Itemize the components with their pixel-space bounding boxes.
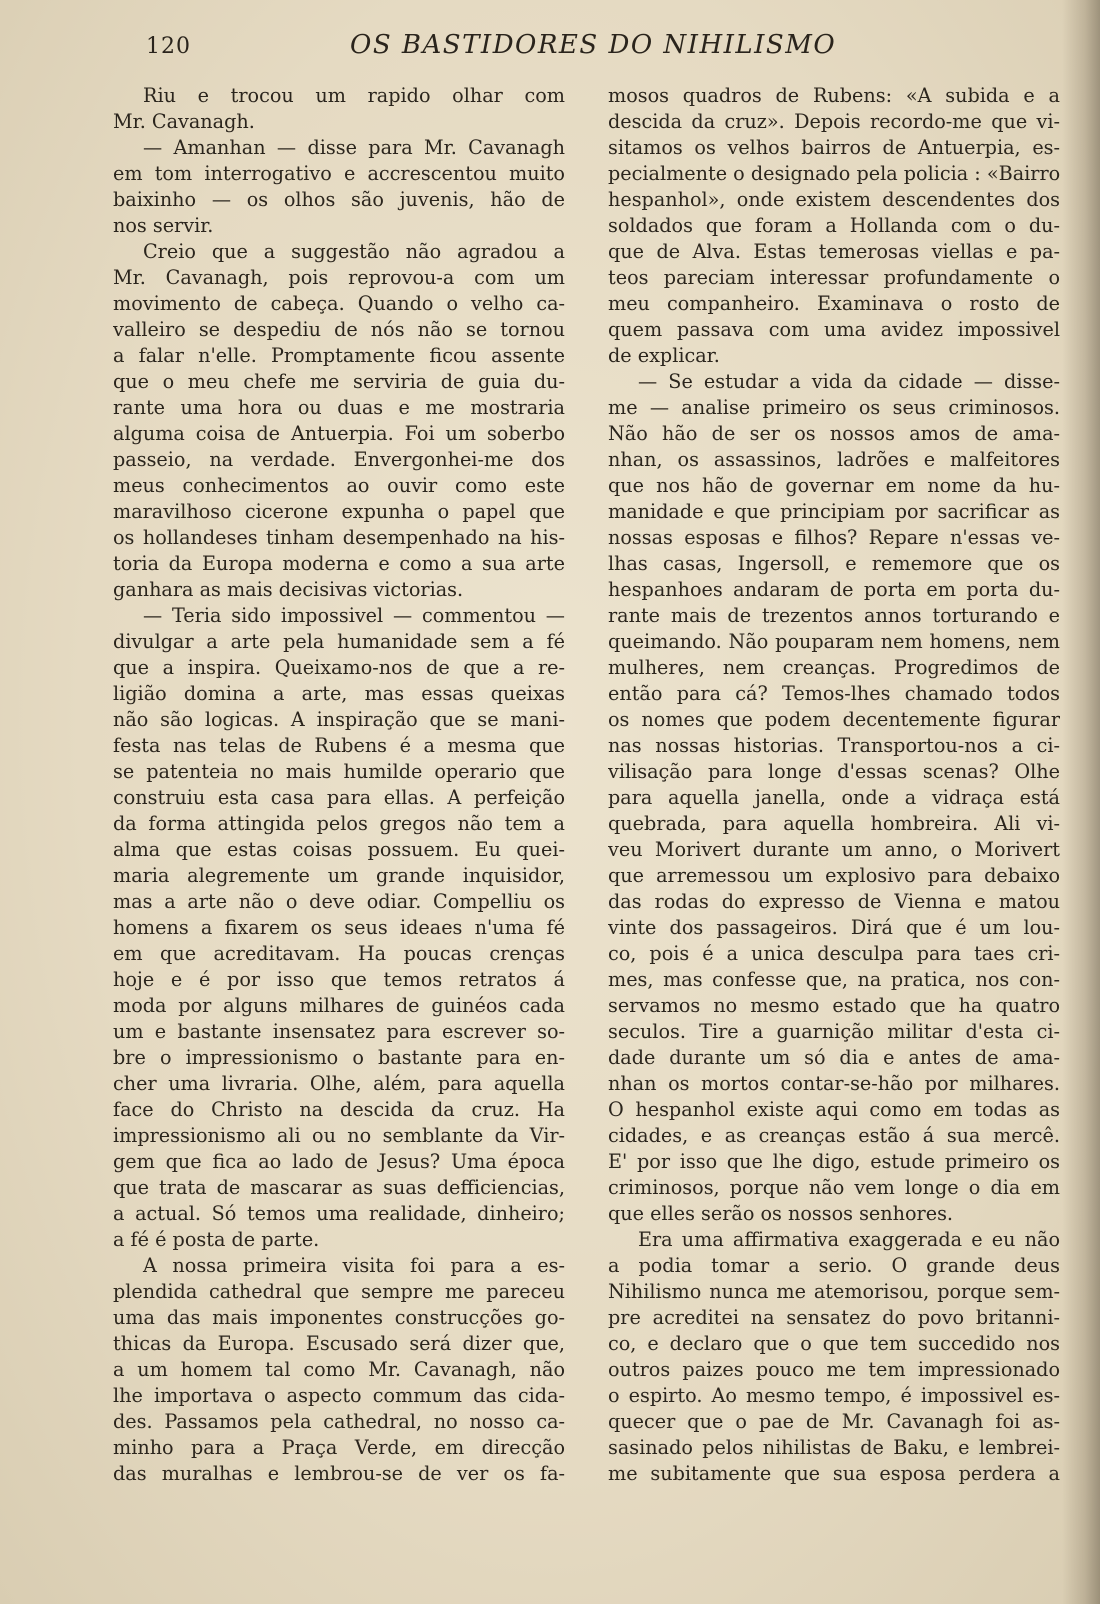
text-line: quem passava com uma avidez impossivel xyxy=(608,318,1060,341)
text-line: alguma coisa de Antuerpia. Foi um soberbo xyxy=(113,422,565,445)
right-text-column xyxy=(608,83,1060,1487)
text-line: criminosos, porque não vem longe o dia em xyxy=(608,1176,1060,1199)
text-line: teos pareciam interessar profundamente o xyxy=(608,266,1060,289)
text-line: servamos no mesmo estado que ha quatro xyxy=(608,994,1060,1017)
text-line: O hespanhol existe aqui como em todas as xyxy=(608,1098,1060,1121)
text-line: nhan os mortos contar-se-hão por milhares. xyxy=(608,1072,1060,1095)
text-line: Mr. Cavanagh. xyxy=(113,110,255,133)
text-line: queimando. Não pouparam nem homens, nem xyxy=(608,630,1060,653)
left-text-column xyxy=(113,83,565,1487)
text-line: homens a fixarem os seus ideaes n'uma fé xyxy=(113,916,565,939)
text-line: Nihilismo nunca me atemorisou, porque sem- xyxy=(608,1280,1060,1303)
text-line: para aquella janella, onde a vidraça está xyxy=(608,786,1060,809)
text-line: vinte dos passageiros. Dirá que é um lou- xyxy=(608,916,1060,939)
text-line: que de Alva. Estas temerosas viellas e pa- xyxy=(608,240,1060,263)
text-line: alma que estas coisas possuem. Eu quei- xyxy=(113,838,565,861)
text-line: face do Christo na descida da cruz. Ha xyxy=(113,1098,565,1121)
page-header xyxy=(110,28,1055,68)
text-line: em que acreditavam. Ha poucas crenças xyxy=(113,942,565,965)
text-line: co, e declaro que o que tem succedido nos xyxy=(608,1332,1060,1355)
text-line: meu companheiro. Examinava o rosto de xyxy=(608,292,1060,315)
text-line: vilisação para longe d'essas scenas? Olhe xyxy=(608,760,1060,783)
text-line: cher uma livraria. Olhe, além, para aquella xyxy=(113,1072,565,1095)
text-line: baixinho — os olhos são juvenis, hão de xyxy=(113,188,565,211)
text-line: pre acreditei na sensatez do povo britanni- xyxy=(608,1306,1060,1329)
text-line: meus conhecimentos ao ouvir como este xyxy=(113,474,565,497)
text-line: da forma attingida pelos gregos não tem a xyxy=(113,812,565,835)
text-line: Era uma affirmativa exaggerada e eu não xyxy=(638,1228,1060,1251)
text-line: Mr. Cavanagh, pois reprovou-a com um xyxy=(113,266,565,289)
text-line: nas nossas historias. Transportou-nos a ci- xyxy=(608,734,1060,757)
text-line: mas a arte não o deve odiar. Compelliu os xyxy=(113,890,565,913)
text-line: Não hão de ser os nossos amos de ama- xyxy=(608,422,1060,445)
text-line: hespanhoes andaram de porta em porta du- xyxy=(608,578,1060,601)
text-line: valleiro se despediu de nós não se tornou xyxy=(113,318,565,341)
text-line: toria da Europa moderna e como a sua arte xyxy=(113,552,565,575)
text-line: A nossa primeira visita foi para a es- xyxy=(143,1254,565,1277)
text-line: das muralhas e lembrou-se de ver os fa- xyxy=(113,1462,565,1485)
text-line: nhan, os assassinos, ladrões e malfeitores xyxy=(608,448,1060,471)
text-line: o espirto. Ao mesmo tempo, é impossivel es- xyxy=(608,1384,1060,1407)
text-line: veu Morivert durante um anno, o Morivert xyxy=(608,838,1060,861)
text-line: manidade e que principiam por sacrificar as xyxy=(608,500,1060,523)
text-line: — Amanhan — disse para Mr. Cavanagh xyxy=(143,136,565,159)
text-line: a um homem tal como Mr. Cavanagh, não xyxy=(113,1358,565,1381)
text-line: que o meu chefe me serviria de guia du- xyxy=(113,370,565,393)
text-line: Riu e trocou um rapido olhar com xyxy=(143,84,565,107)
text-line: co, pois é a unica desculpa para taes cri- xyxy=(608,942,1060,965)
text-line: minho para a Praça Verde, em direcção xyxy=(113,1436,565,1459)
text-line: quecer que o pae de Mr. Cavanagh foi as- xyxy=(608,1410,1060,1433)
text-line: movimento de cabeça. Quando o velho ca- xyxy=(113,292,565,315)
text-line: que elles serão os nossos senhores. xyxy=(608,1202,954,1225)
text-line: seculos. Tire a guarnição militar d'esta ci- xyxy=(608,1020,1060,1043)
text-line: impressionismo ali ou no semblante da Vir- xyxy=(113,1124,565,1147)
text-line: me — analise primeiro os seus criminosos. xyxy=(608,396,1060,419)
text-line: a actual. Só temos uma realidade, dinheiro; xyxy=(113,1202,565,1225)
text-line: de explicar. xyxy=(608,344,720,367)
text-line: quebrada, para aquella hombreira. Ali vi- xyxy=(608,812,1060,835)
text-line: sitamos os velhos bairros de Antuerpia, es- xyxy=(608,136,1060,159)
text-line: que a inspira. Queixamo-nos de que a re- xyxy=(113,656,565,679)
text-line: hoje e é por isso que temos retratos á xyxy=(113,968,565,991)
text-line: das rodas do expresso de Vienna e matou xyxy=(608,890,1060,913)
text-line: me subitamente que sua esposa perdera a xyxy=(608,1462,1060,1485)
page-number: 120 xyxy=(146,34,191,59)
text-line: que trata de mascarar as suas defficiencias, xyxy=(113,1176,565,1199)
text-line: rante mais de trezentos annos torturando e xyxy=(608,604,1060,627)
text-line: a podia tomar a serio. O grande deus xyxy=(608,1254,1060,1277)
text-line: os nomes que podem decentemente figurar xyxy=(608,708,1060,731)
text-line: rante uma hora ou duas e me mostraria xyxy=(113,396,565,419)
text-line: ligião domina a arte, mas essas queixas xyxy=(113,682,565,705)
text-line: maravilhoso cicerone expunha o papel que xyxy=(113,500,565,523)
text-line: construiu esta casa para ellas. A perfeição xyxy=(113,786,565,809)
text-line: uma das mais imponentes construcções go- xyxy=(113,1306,565,1329)
text-line: plendida cathedral que sempre me pareceu xyxy=(113,1280,565,1303)
text-line: thicas da Europa. Escusado será dizer que, xyxy=(113,1332,565,1355)
page-edge-shadow xyxy=(1062,0,1100,1604)
text-line: — Teria sido impossivel — commentou — xyxy=(143,604,565,627)
text-line: sasinado pelos nihilistas de Baku, e lembrei- xyxy=(608,1436,1060,1459)
text-line: um e bastante insensatez para escrever so- xyxy=(113,1020,565,1043)
text-line: que nos hão de governar em nome da hu- xyxy=(608,474,1060,497)
text-line: des. Passamos pela cathedral, no nosso ca- xyxy=(113,1410,565,1433)
text-line: mosos quadros de Rubens: «A subida e a xyxy=(608,84,1060,107)
text-line: Creio que a suggestão não agradou a xyxy=(143,240,565,263)
text-line: passeio, na verdade. Envergonhei-me dos xyxy=(113,448,565,471)
text-line: soldados que foram a Hollanda com o du- xyxy=(608,214,1060,237)
text-line: — Se estudar a vida da cidade — disse- xyxy=(638,370,1060,393)
text-line: mes, mas confesse que, na pratica, nos con- xyxy=(608,968,1060,991)
text-line: outros paizes pouco me tem impressionado xyxy=(608,1358,1060,1381)
text-line: nos servir. xyxy=(113,214,214,237)
text-line: maria alegremente um grande inquisidor, xyxy=(113,864,565,887)
text-line: se patenteia no mais humilde operario que xyxy=(113,760,565,783)
text-line: gem que fica ao lado de Jesus? Uma época xyxy=(113,1150,565,1173)
text-line: descida da cruz». Depois recordo-me que vi- xyxy=(608,110,1060,133)
text-line: em tom interrogativo e accrescentou muito xyxy=(113,162,565,185)
text-line: divulgar a arte pela humanidade sem a fé xyxy=(113,630,565,653)
text-line: os hollandeses tinham desempenhado na his- xyxy=(113,526,565,549)
text-line: lhe importava o aspecto commum das cida- xyxy=(113,1384,565,1407)
text-line: cidades, e as creanças estão á sua mercê. xyxy=(608,1124,1060,1147)
text-line: a falar n'elle. Promptamente ficou assente xyxy=(113,344,565,367)
text-line: então para cá? Temos-lhes chamado todos xyxy=(608,682,1060,705)
text-line: não são logicas. A inspiração que se mani- xyxy=(113,708,565,731)
text-line: dade durante um só dia e antes de ama- xyxy=(608,1046,1060,1069)
text-line: E' por isso que lhe digo, estude primeiro os xyxy=(608,1150,1060,1173)
text-line: a fé é posta de parte. xyxy=(113,1228,320,1251)
text-line: hespanhol», onde existem descendentes dos xyxy=(608,188,1060,211)
text-line: ganhara as mais decisivas victorias. xyxy=(113,578,464,601)
text-line: nossas esposas e filhos? Repare n'essas ve- xyxy=(608,526,1060,549)
text-line: pecialmente o designado pela policia : «Bairro xyxy=(608,162,1060,185)
text-line: lhas casas, Ingersoll, e rememore que os xyxy=(608,552,1060,575)
text-line: mulheres, nem creanças. Progredimos de xyxy=(608,656,1060,679)
text-line: moda por alguns milhares de guinéos cada xyxy=(113,994,565,1017)
running-title: OS BASTIDORES DO NIHILISMO xyxy=(350,30,837,60)
text-line: que arremessou um explosivo para debaixo xyxy=(608,864,1060,887)
text-line: bre o impressionismo o bastante para en- xyxy=(113,1046,565,1069)
text-line: festa nas telas de Rubens é a mesma que xyxy=(113,734,565,757)
